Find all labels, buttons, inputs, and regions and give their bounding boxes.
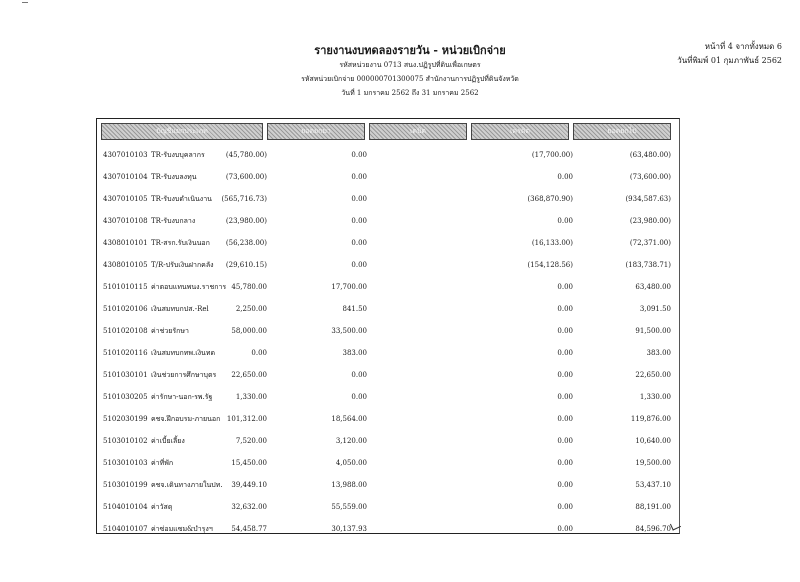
account-code: 5104010107 [103,525,148,533]
account-code: 4307010108 [103,217,148,225]
carried-forward-value: 22,650.00 [635,371,671,379]
credit-value: 0.00 [557,283,573,291]
carried-forward-value: (73,600.00) [629,173,671,181]
carried-forward-value: (23,980.00) [629,217,671,225]
table-row [97,453,679,473]
table-row [97,409,679,429]
carried-forward-value: 88,191.00 [635,503,671,511]
table-row [97,431,679,451]
carried-forward-value: (934,587.63) [625,195,671,203]
account-code: 5101030205 [103,393,148,401]
table-row [97,519,679,539]
carried-forward-value: 119,876.00 [630,415,671,423]
brought-forward-value: (45,780.00) [225,151,267,159]
credit-value: 0.00 [557,415,573,423]
brought-forward-value: 2,250.00 [235,305,267,313]
credit-value: 0.00 [557,459,573,467]
brought-forward-value: (29,610.15) [225,261,267,269]
account-code: 4307010103 [103,151,148,159]
scan-mark [22,2,28,7]
table-row [97,321,679,341]
credit-value: (368,870.90) [527,195,573,203]
account-name: TR-รับงบบุคลากร [151,151,205,159]
credit-value: 0.00 [557,437,573,445]
account-name: ค่าซ่อมแซม&บำรุงฯ [151,525,213,533]
column-header-brought-forward: ยอดยกมา [267,123,365,140]
page-info [677,40,782,68]
account-name: TR-รับงบดำเนินงาน [151,195,212,203]
account-code: 4307010105 [103,195,148,203]
trial-balance-table [96,118,680,534]
credit-value: 0.00 [557,327,573,335]
brought-forward-value: 101,312.00 [226,415,267,423]
debit-value: 0.00 [351,393,367,401]
table-row [97,167,679,187]
carried-forward-value: 3,091.50 [639,305,671,313]
account-name: ค่าที่พัก [151,459,174,467]
debit-value: 3,120.00 [335,437,367,445]
account-name: ค่าเบี้ยเลี้ยง [151,437,185,445]
account-code: 5104010104 [103,503,148,511]
table-row [97,211,679,231]
column-header-debit: เดบิต [369,123,467,140]
credit-value: 0.00 [557,305,573,313]
account-code: 5103010102 [103,437,148,445]
credit-value: (16,133.00) [531,239,573,247]
account-name: เงินสมทบกปส.-Rel [151,305,209,313]
carried-forward-value: (183,738.71) [625,261,671,269]
carried-forward-value: 383.00 [646,349,671,357]
column-header-credit: เครดิต [471,123,569,140]
table-row [97,255,679,275]
debit-value: 30,137.93 [331,525,367,533]
account-code: 5101020108 [103,327,148,335]
account-name: TR-รับงบกลาง [151,217,196,225]
debit-value: 13,988.00 [331,481,367,489]
debit-value: 383.00 [342,349,367,357]
page-label: หน้าที่ 4 จากทั้งหมด 6 [704,42,782,51]
table-header [97,119,679,143]
account-code: 4307010104 [103,173,148,181]
account-name: TR-สรก.รับเงินนอก [151,239,210,247]
account-name: TR-รับงบลงทุน [151,173,197,181]
table-row [97,277,679,297]
debit-value: 4,050.00 [335,459,367,467]
account-code: 4308010101 [103,239,148,247]
account-name: เงินช่วยการศึกษาบุตร [151,371,217,379]
brought-forward-value: 22,650.00 [231,371,267,379]
account-name: ค่ารักษา-นอก-รพ.รัฐ [151,393,213,401]
brought-forward-value: 0.00 [251,349,267,357]
credit-value: 0.00 [557,173,573,181]
credit-value: 0.00 [557,349,573,357]
account-name: คชจ.เดินทางภายในปท. [151,481,223,489]
report-title: รายงานงบทดลองรายวัน - หน่วยเบิกจ่าย [314,44,506,57]
credit-value: 0.00 [557,371,573,379]
debit-value: 841.50 [342,305,367,313]
brought-forward-value: 39,449.10 [231,481,267,489]
table-row [97,189,679,209]
carried-forward-value: (63,480.00) [629,151,671,159]
credit-value: 0.00 [557,525,573,533]
carried-forward-value: 84,596.70 [635,525,671,533]
brought-forward-value: 45,780.00 [231,283,267,291]
debit-value: 0.00 [351,261,367,269]
table-row [97,299,679,319]
print-date: วันที่พิมพ์ 01 กุมภาพันธ์ 2562 [677,56,782,65]
report-header [240,44,580,100]
brought-forward-value: (73,600.00) [225,173,267,181]
column-header-account: บัญชีแยกประเภท [101,123,263,140]
carried-forward-value: 53,437.10 [635,481,671,489]
account-name: คชจ.ฝึกอบรม-ภายนอก [151,415,221,423]
table-row [97,387,679,407]
credit-value: 0.00 [557,393,573,401]
account-code: 5101010115 [103,283,148,291]
column-header-carried-forward: ยอดยกไป [573,123,671,140]
table-row [97,497,679,517]
carried-forward-value: 63,480.00 [635,283,671,291]
debit-value: 0.00 [351,173,367,181]
date-range-line: วันที่ 1 มกราคม 2562 ถึง 31 มกราคม 2562 [341,89,479,97]
brought-forward-value: (565,716.73) [221,195,267,203]
debit-value: 55,559.00 [331,503,367,511]
brought-forward-value: 7,520.00 [235,437,267,445]
carried-forward-value: 10,640.00 [635,437,671,445]
debit-value: 0.00 [351,239,367,247]
account-name: เงินสมทบกทพ.เงินทด [151,349,215,357]
credit-value: (154,128.56) [527,261,573,269]
account-code: 5103010199 [103,481,148,489]
account-code: 5101030101 [103,371,148,379]
credit-value: 0.00 [557,217,573,225]
carried-forward-value: 1,330.00 [639,393,671,401]
account-code: 4308010105 [103,261,148,269]
account-code: 5101020116 [103,349,148,357]
table-row [97,365,679,385]
brought-forward-value: 32,632.00 [231,503,267,511]
agency-line: รหัสหน่วยงาน 0713 สนง.ปฏิรูปที่ดินเพื่อเกษตร [339,61,481,69]
debit-value: 0.00 [351,217,367,225]
account-name: ค่าวัสดุ [151,503,173,511]
debit-value: 0.00 [351,371,367,379]
carried-forward-value: 91,500.00 [635,327,671,335]
credit-value: (17,700.00) [531,151,573,159]
debit-value: 17,700.00 [331,283,367,291]
account-name: T/R-ปรับเงินฝากคลัง [151,261,214,269]
account-name: ค่าตอบแทนพนง.ราชการ [151,283,227,291]
brought-forward-value: (23,980.00) [225,217,267,225]
brought-forward-value: (56,238.00) [225,239,267,247]
debit-value: 0.00 [351,151,367,159]
credit-value: 0.00 [557,481,573,489]
debit-value: 0.00 [351,195,367,203]
account-name: ค่าช่วยรักษา [151,327,189,335]
brought-forward-value: 15,450.00 [231,459,267,467]
carried-forward-value: (72,371.00) [629,239,671,247]
disbursement-unit-line: รหัสหน่วยเบิกจ่าย 000000701300075 สำนักงานการปฏิรูปที่ดินจังหวัด [301,75,519,83]
brought-forward-value: 54,458.77 [231,525,267,533]
brought-forward-value: 58,000.00 [231,327,267,335]
table-row [97,475,679,495]
brought-forward-value: 1,330.00 [235,393,267,401]
account-code: 5101020106 [103,305,148,313]
table-row [97,233,679,253]
debit-value: 33,500.00 [331,327,367,335]
credit-value: 0.00 [557,503,573,511]
debit-value: 18,564.00 [331,415,367,423]
account-code: 5102030199 [103,415,148,423]
account-code: 5103010103 [103,459,148,467]
carried-forward-value: 19,500.00 [635,459,671,467]
table-row [97,343,679,363]
table-row [97,145,679,165]
